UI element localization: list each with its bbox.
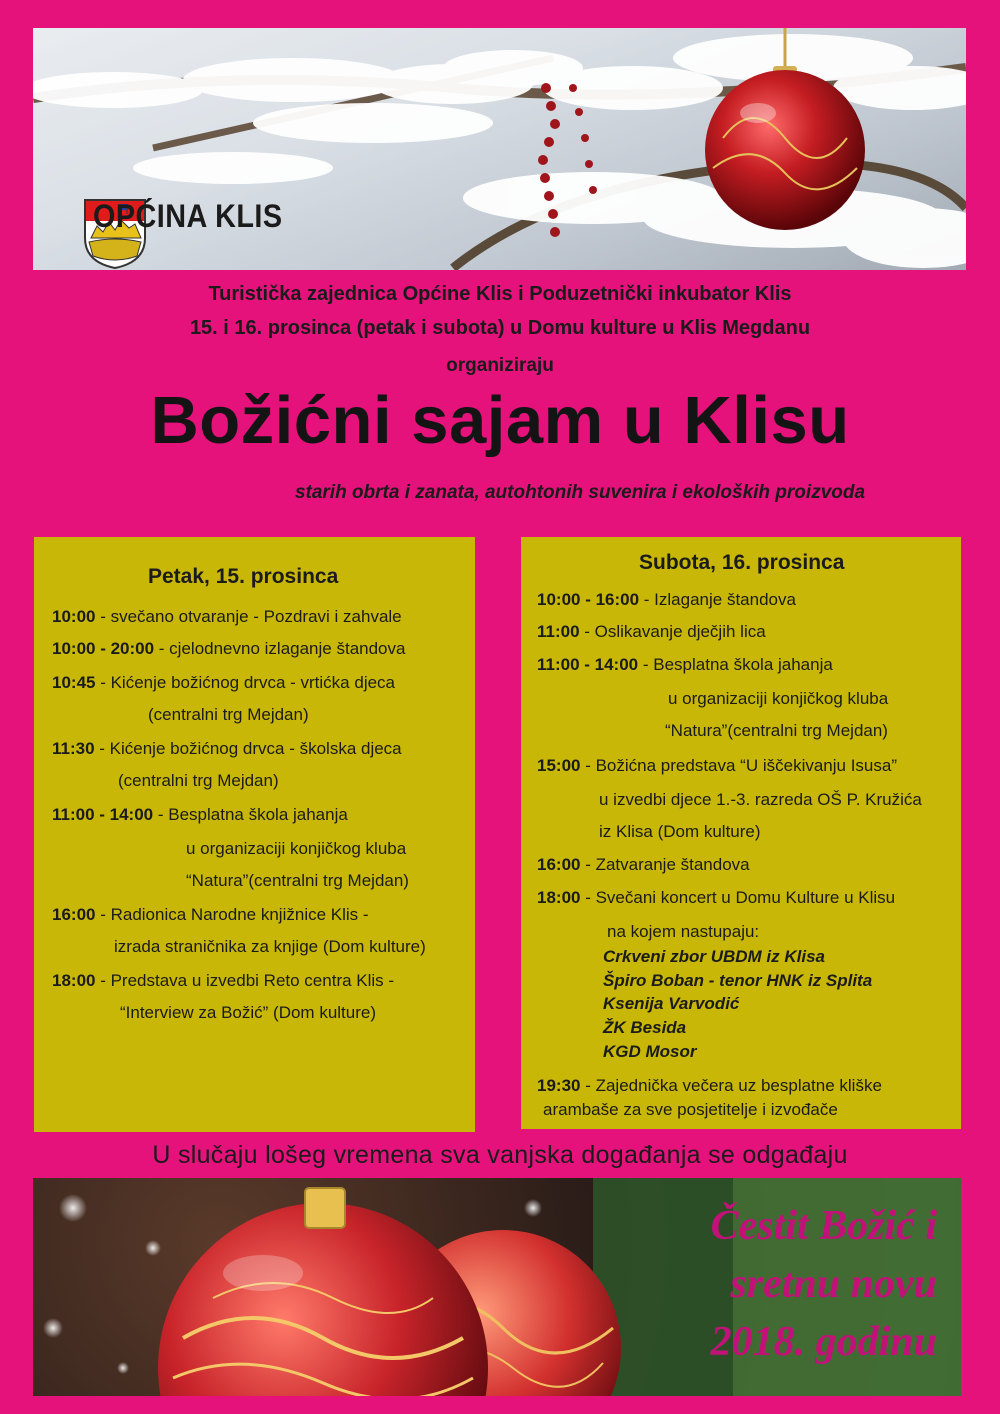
schedule-item-continued: iz Klisa (Dom kulture)	[599, 822, 761, 841]
schedule-item-continued: na kojem nastupaju:	[607, 922, 760, 941]
schedule-item: 16:00 - Radionica Narodne knjižnice Klis -	[52, 905, 369, 924]
performer: Špiro Boban - tenor HNK iz Splita	[603, 971, 873, 990]
schedule-item: 18:00 - Predstava u izvedbi Reto centra Klis -	[52, 971, 395, 990]
schedule-item-continued: izrada straničnika za knjige (Dom kulture)	[114, 937, 426, 956]
header-banner	[33, 28, 966, 270]
schedule-item: 10:00 - 16:00 - Izlaganje štandova	[537, 590, 796, 609]
schedule-item-continued: u izvedbi djece 1.-3. razreda OŠ P. Kružića	[599, 790, 922, 809]
schedule-item-continued: “Natura”(centralni trg Mejdan)	[186, 871, 409, 890]
schedule-item-continued: (centralni trg Mejdan)	[148, 705, 309, 724]
schedule-item: 15:00 - Božićna predstava “U iščekivanju Isusa”	[537, 756, 898, 775]
schedule-item: 10:00 - 20:00 - cjelodnevno izlaganje štandova	[52, 639, 406, 658]
schedule-item-continued: “Natura”(centralni trg Mejdan)	[665, 721, 888, 740]
schedule-item-continued: arambaše za sve posjetitelje i izvođače	[543, 1100, 838, 1119]
municipality-name: OPĆINA KLIS	[93, 198, 283, 234]
organizers-line: Turistička zajednica Općine Klis i Poduzetnički inkubator Klis	[208, 283, 792, 305]
dates-venue-line: 15. i 16. prosinca (petak i subota) u Domu kulture u Klis Megdanu	[189, 317, 811, 339]
municipality-brand	[83, 198, 304, 234]
greeting-line-1: Čestit Božić i	[710, 1203, 937, 1249]
performer: Crkveni zbor UBDM iz Klisa	[603, 947, 825, 966]
schedule-item: 16:00 - Zatvaranje štandova	[537, 855, 750, 874]
schedule-item-continued: u organizaciji konjičkog kluba	[668, 689, 889, 708]
schedule-item: 11:00 - Oslikavanje dječjih lica	[537, 622, 766, 641]
performer: ŽK Besida	[603, 1018, 687, 1037]
schedule-item: 10:45 - Kićenje božićnog drvca - vrtićka djeca	[52, 673, 396, 692]
schedule-item: 11:00 - 14:00 - Besplatna škola jahanja	[537, 655, 833, 674]
event-title: Božićni sajam u Klisu	[150, 383, 850, 458]
schedule-item-continued: (centralni trg Mejdan)	[118, 771, 279, 790]
saturday-schedule	[521, 537, 961, 1129]
event-subtitle: starih obrta i zanata, autohtonih suvenira i ekoloških proizvoda	[294, 482, 866, 503]
schedule-item: 19:30 - Zajednička večera uz besplatne kliške	[537, 1076, 882, 1095]
schedule-item: 11:00 - 14:00 - Besplatna škola jahanja	[52, 805, 348, 824]
saturday-title: Subota, 16. prosinca	[639, 551, 845, 574]
greeting-banner	[33, 1178, 961, 1396]
schedule-item-continued: “Interview za Božić” (Dom kulture)	[120, 1003, 377, 1022]
schedule-item-continued: u organizaciji konjičkog kluba	[186, 839, 407, 858]
schedule-item: 10:00 - svečano otvaranje - Pozdravi i zahvale	[52, 607, 402, 626]
friday-title: Petak, 15. prosinca	[148, 565, 339, 588]
greeting-line-2: sretnu novu	[730, 1261, 937, 1307]
performer: Ksenija Varvodić	[603, 994, 740, 1013]
organize-line: organiziraju	[446, 355, 554, 376]
friday-schedule	[34, 537, 475, 1132]
schedule-item: 11:30 - Kićenje božićnog drvca - školska djeca	[52, 739, 402, 758]
performer: KGD Mosor	[603, 1042, 697, 1061]
bad-weather-notice: U slučaju lošeg vremena sva vanjska događanja se odgađaju	[152, 1141, 848, 1169]
greeting-line-3: 2018. godinu	[710, 1319, 937, 1365]
schedule-item: 18:00 - Svečani koncert u Domu Kulture u Klisu	[537, 888, 896, 907]
